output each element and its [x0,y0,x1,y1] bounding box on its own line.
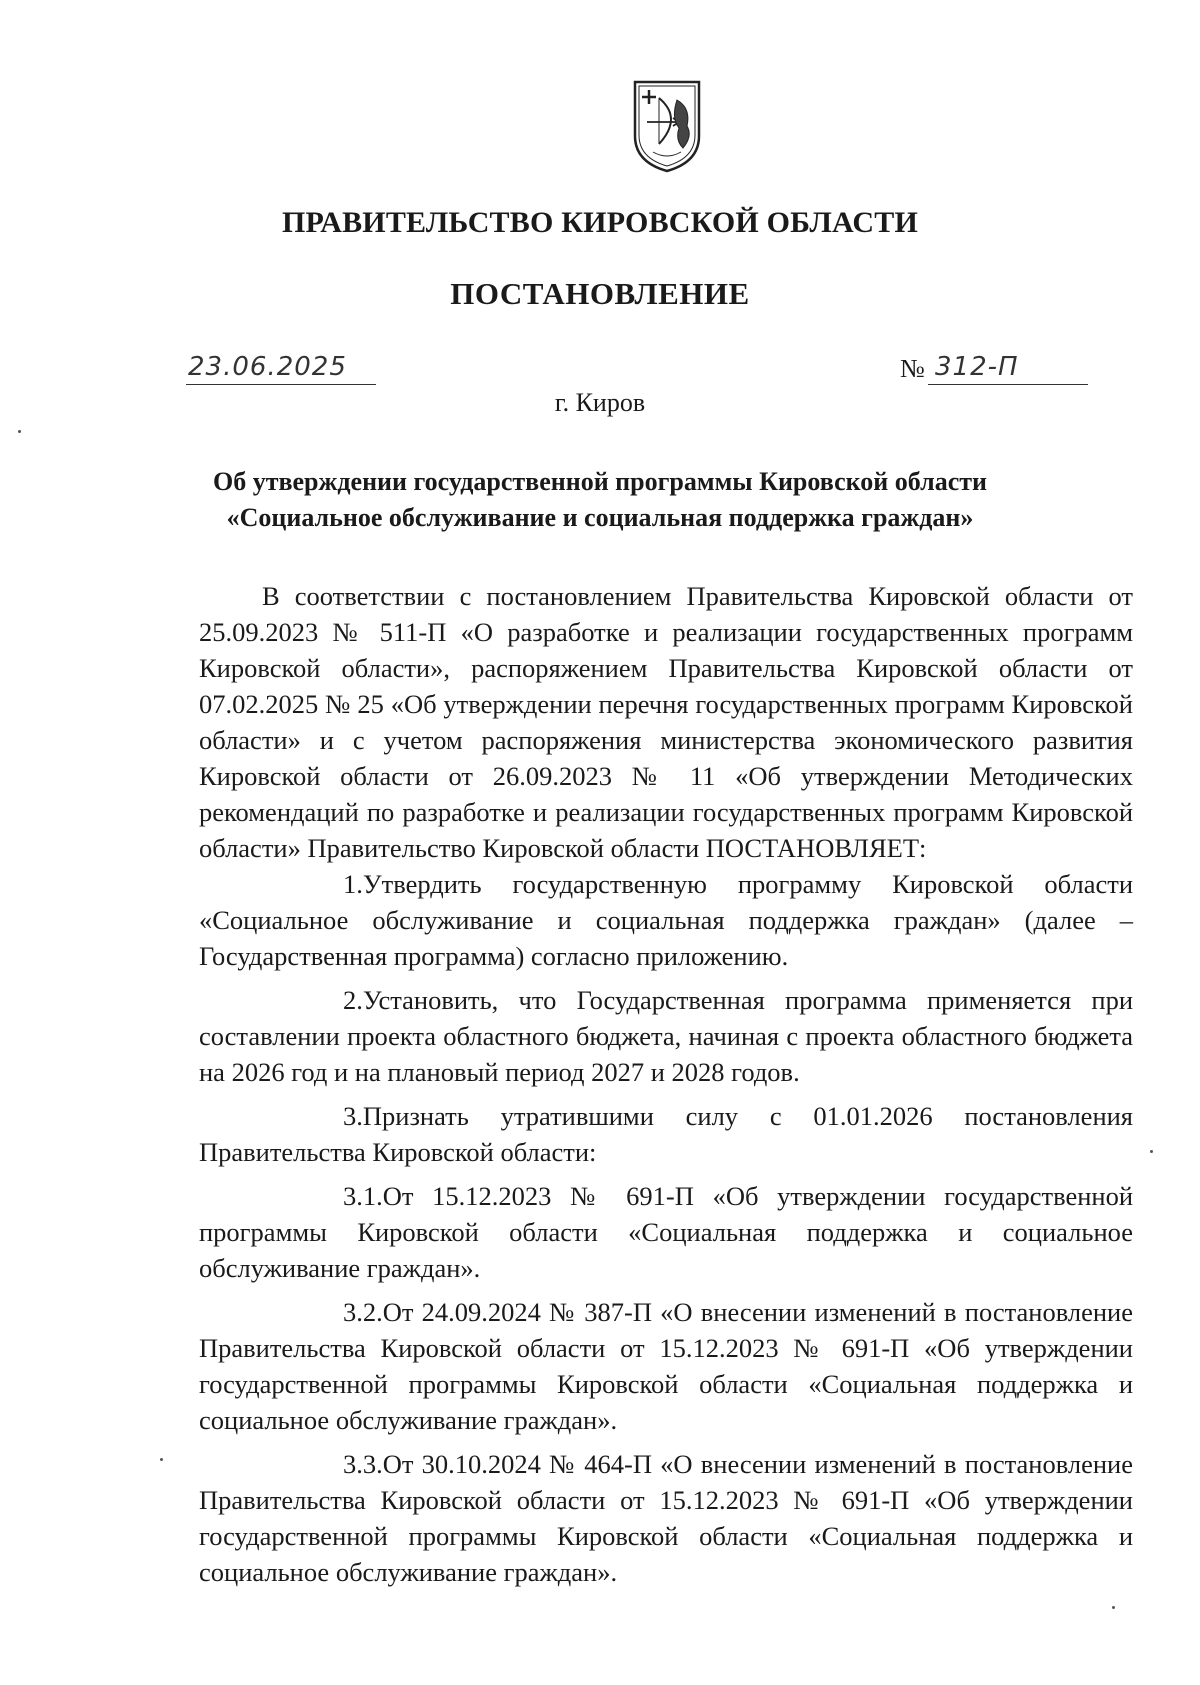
clause-1 [199,866,1133,974]
clause-3 [199,1098,1133,1170]
clause-3-3 [199,1446,1133,1590]
clause-text: От 24.09.2024 № 387-П «О внесении изменений в постановление Правительства Кировской области от 15.12.2023 № 691-П «Об утверждении государственной программы Кировской области «Социальная поддержка и социальное обслуживание граждан». [199,1297,1133,1435]
clause-number: 3.3. [343,1449,383,1479]
preamble-paragraph: В соответствии с постановлением Правительства Кировской области от 25.09.2023 № 511-П «О разработке и реализации государственных программ Кировской области», распоряжением Правительства Кировской области от 07.02.2025 № 25 «Об утверждении перечня государственных программ Кировской области» и с учетом распоряжения министерства экономического развития Кировской области от 26.09.2023 № 11 «Об утверждении Методических рекомендаций по разработке и реализации государственных программ Кировской области» Правительство Кировской области ПОСТАНОВЛЯЕТ: [199,581,1133,863]
document-number: 312-П [935,352,1019,382]
document-date: 23.06.2025 [188,352,347,382]
clause-2 [199,982,1133,1090]
scan-speck [1150,1150,1153,1153]
city: г. Киров [554,388,646,417]
clause-number: 3.1. [343,1181,383,1211]
clause-number: 2. [343,985,363,1015]
clause-text: Утвердить государственную программу Кировской области «Социальное обслуживание и социальная поддержка граждан» (далее – Государственная программа) согласно приложению. [199,869,1133,971]
title-line-2: «Социальное обслуживание и социальная поддержка граждан» [226,503,974,532]
number-underline [928,384,1088,385]
scan-speck [1112,1606,1115,1609]
document-body [199,578,1133,1590]
clause-3-1 [199,1178,1133,1286]
scan-speck [160,1458,163,1461]
clause-text: Признать утратившими силу с 01.01.2026 постановления Правительства Кировской области: [199,1101,1133,1167]
clause-text: От 30.10.2024 № 464-П «О внесении изменений в постановление Правительства Кировской области от 15.12.2023 № 691-П «Об утверждении государственной программы Кировской области «Социальная поддержка и социальное обслуживание граждан». [199,1449,1133,1587]
clause-3-2 [199,1294,1133,1438]
organization-name: ПРАВИТЕЛЬСТВО КИРОВСКОЙ ОБЛАСТИ [282,206,918,239]
clause-text: От 15.12.2023 № 691-П «Об утверждении государственной программы Кировской области «Социальная поддержка и социальное обслуживание граждан». [199,1181,1133,1283]
clause-number: 1. [343,869,363,899]
number-label: № [900,354,925,383]
document-type: ПОСТАНОВЛЕНИЕ [450,276,750,311]
clause-text: Установить, что Государственная программа применяется при составлении проекта областного бюджета, начиная с проекта областного бюджета на 2026 год и на плановый период 2027 и 2028 годов. [199,985,1133,1087]
date-underline [186,384,376,385]
clause-number: 3. [343,1101,363,1131]
scan-speck [18,430,21,433]
coat-of-arms-icon [629,78,705,174]
title-line-1: Об утверждении государственной программы Кировской области [212,467,987,496]
document-title [150,464,1050,536]
clause-number: 3.2. [343,1297,383,1327]
